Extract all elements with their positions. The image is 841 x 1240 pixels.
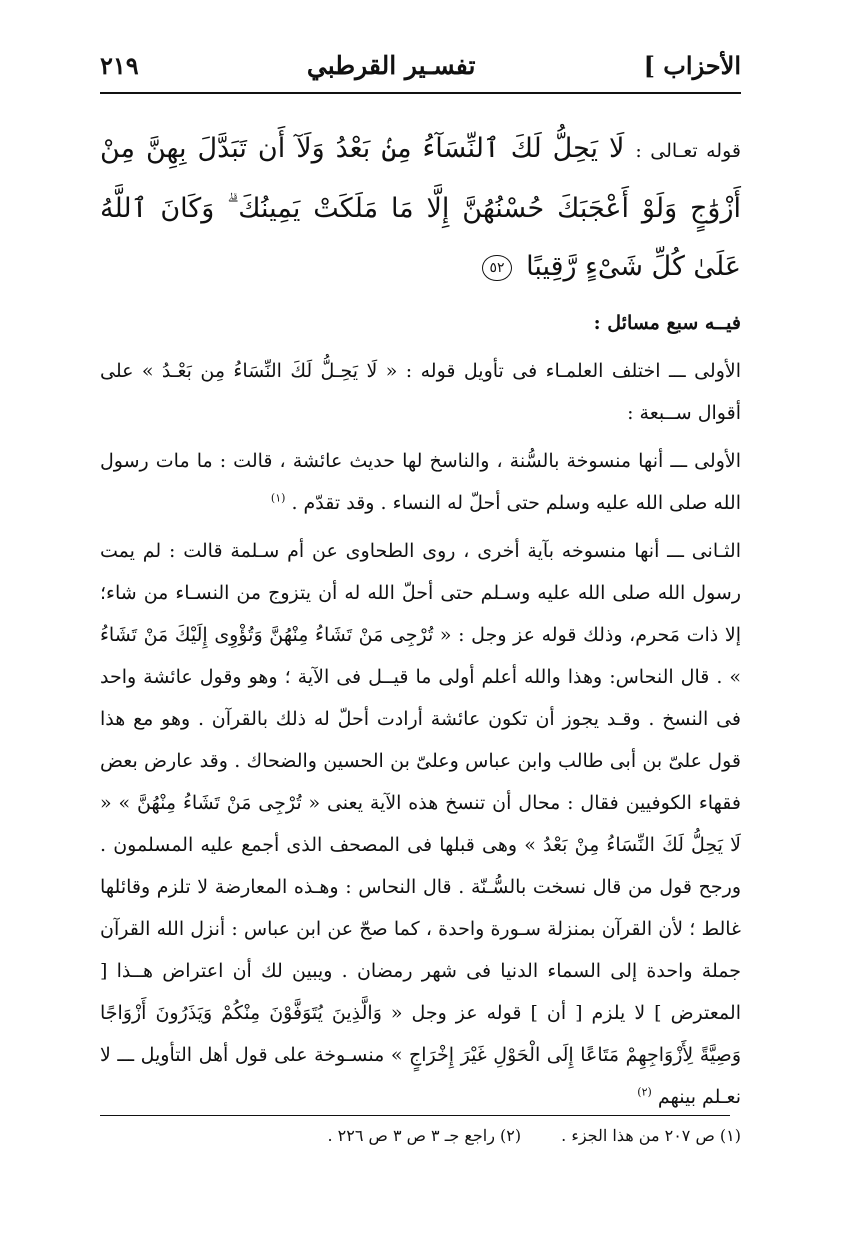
page-number: ٢١٩	[100, 50, 139, 80]
header-title: تفسـير القرطبي	[306, 50, 476, 80]
paragraph-opinion-two-text: الثـانى ـــ أنها منسوخه بآية أخرى ، روى الطحاوى عن أم سـلمة قالت : لم يمت رسول الله صلى الله عليه وسـلم حتى أحلّ الله له أن يتزوج من النسـاء من شاء؛ إلا ذات مَحرم، وذلك قوله عز وجل : « تُرْجِى مَنْ تَشَاءُ مِنْهُنَّ وَتُؤْوِى إِلَيْكَ مَنْ تَشَاءُ » . قال النحاس: وهذا والله أعلم أولى ما قيــل فى الآية ؛ وهو وقول عائشة واحد فى النسخ . وقـد يجوز أن تكون عائشة أرادت أحلّ له ذلك بالقرآن . وهو مع هذا قول علىّ بن أبى طالب وابن عباس وعلىّ بن الحسين والضحاك . وقد عارض بعض فقهاء الكوفيين فقال : محال أن تنسخ هذه الآية يعنى « تُرْجِى مَنْ تَشَاءُ مِنْهُنَّ » « لَا يَحِلُّ لَكَ النِّسَاءُ مِنْ بَعْدُ » وهى قبلها فى المصحف الذى أجمع عليه المسلمون . ورجح قول من قال نسخت بالسُّـنّة . قال النحاس : وهـذه المعارضة لا تلزم وقائلها غالط ؛ لأن القرآن بمنزلة سـورة واحدة ، كما صحّ عن ابن عباس : أنزل الله القرآن جملة واحدة إلى السماء الدنيا فى شهر رمضان . ويبين لك أن اعتراض هــذا [ المعترض ] لا يلزم [ أن ] قوله عز وجل « وَالَّذِينَ يُتَوَفَّوْنَ مِنْكُمْ وَيَذَرُونَ أَزْوَاجًا وَصِيَّةً لِأَزْوَاجِهِمْ مَتَاعًا إِلَى الْحَوْلِ غَيْرَ إِخْرَاجٍ » منسـوخة على قول أهل التأويل ـــ لا نعـلم بينهم	[100, 540, 741, 1108]
verse-text: لَا يَحِلُّ لَكَ ٱلنِّسَآءُ مِنۢ بَعْدُ وَلَآ أَن تَبَدَّلَ بِهِنَّ مِنْ أَزْوَٰجٍ وَلَوْ أَعْجَبَكَ حُسْنُهُنَّ إِلَّا مَا مَلَكَتْ يَمِينُكَ ۗ وَكَانَ ٱللَّهُ عَلَىٰ كُلِّ شَىْءٍ رَّقِيبًا	[100, 133, 741, 282]
running-header	[100, 44, 741, 86]
paragraph-opinion-two	[100, 530, 741, 1118]
quran-verse	[100, 120, 741, 296]
header-rule	[100, 92, 741, 94]
main-text	[100, 120, 741, 1118]
footnote-marker-1: (١)	[270, 491, 286, 505]
paragraph-opinion-one-text: الأولى ـــ أنها منسوخة بالسُّنة ، والناسخ لها حديث عائشة ، قالت : ما مات رسول الله صلى الله عليه وسلم حتى أحلّ له النساء . وقد تقدّم .	[100, 450, 741, 514]
footnote-1: (١) ص ٢٠٧ من هذا الجزء .	[561, 1126, 741, 1145]
footnotes	[100, 1126, 741, 1145]
paragraph-first-issue: الأولى ـــ اختلف العلمـاء فى تأويل قوله : « لَا يَحِـلُّ لَكَ النِّسَاءُ مِن بَعْـدُ » على أقوال ســبعة :	[100, 360, 741, 424]
header-surah-name: الأحزاب ]	[643, 50, 741, 80]
paragraph-intro: فيــه سبع مسائل :	[593, 312, 741, 334]
footnote-2: (٢) راجع جـ ٣ ص ٣ ص ٢٢٦ .	[327, 1126, 522, 1145]
footnote-rule	[100, 1115, 730, 1116]
footnote-marker-2: (٢)	[637, 1085, 652, 1099]
verse-intro: قوله تعـالى :	[635, 140, 741, 162]
ayah-number-badge: ٥٢	[482, 255, 511, 281]
paragraph-opinion-one	[100, 440, 741, 524]
